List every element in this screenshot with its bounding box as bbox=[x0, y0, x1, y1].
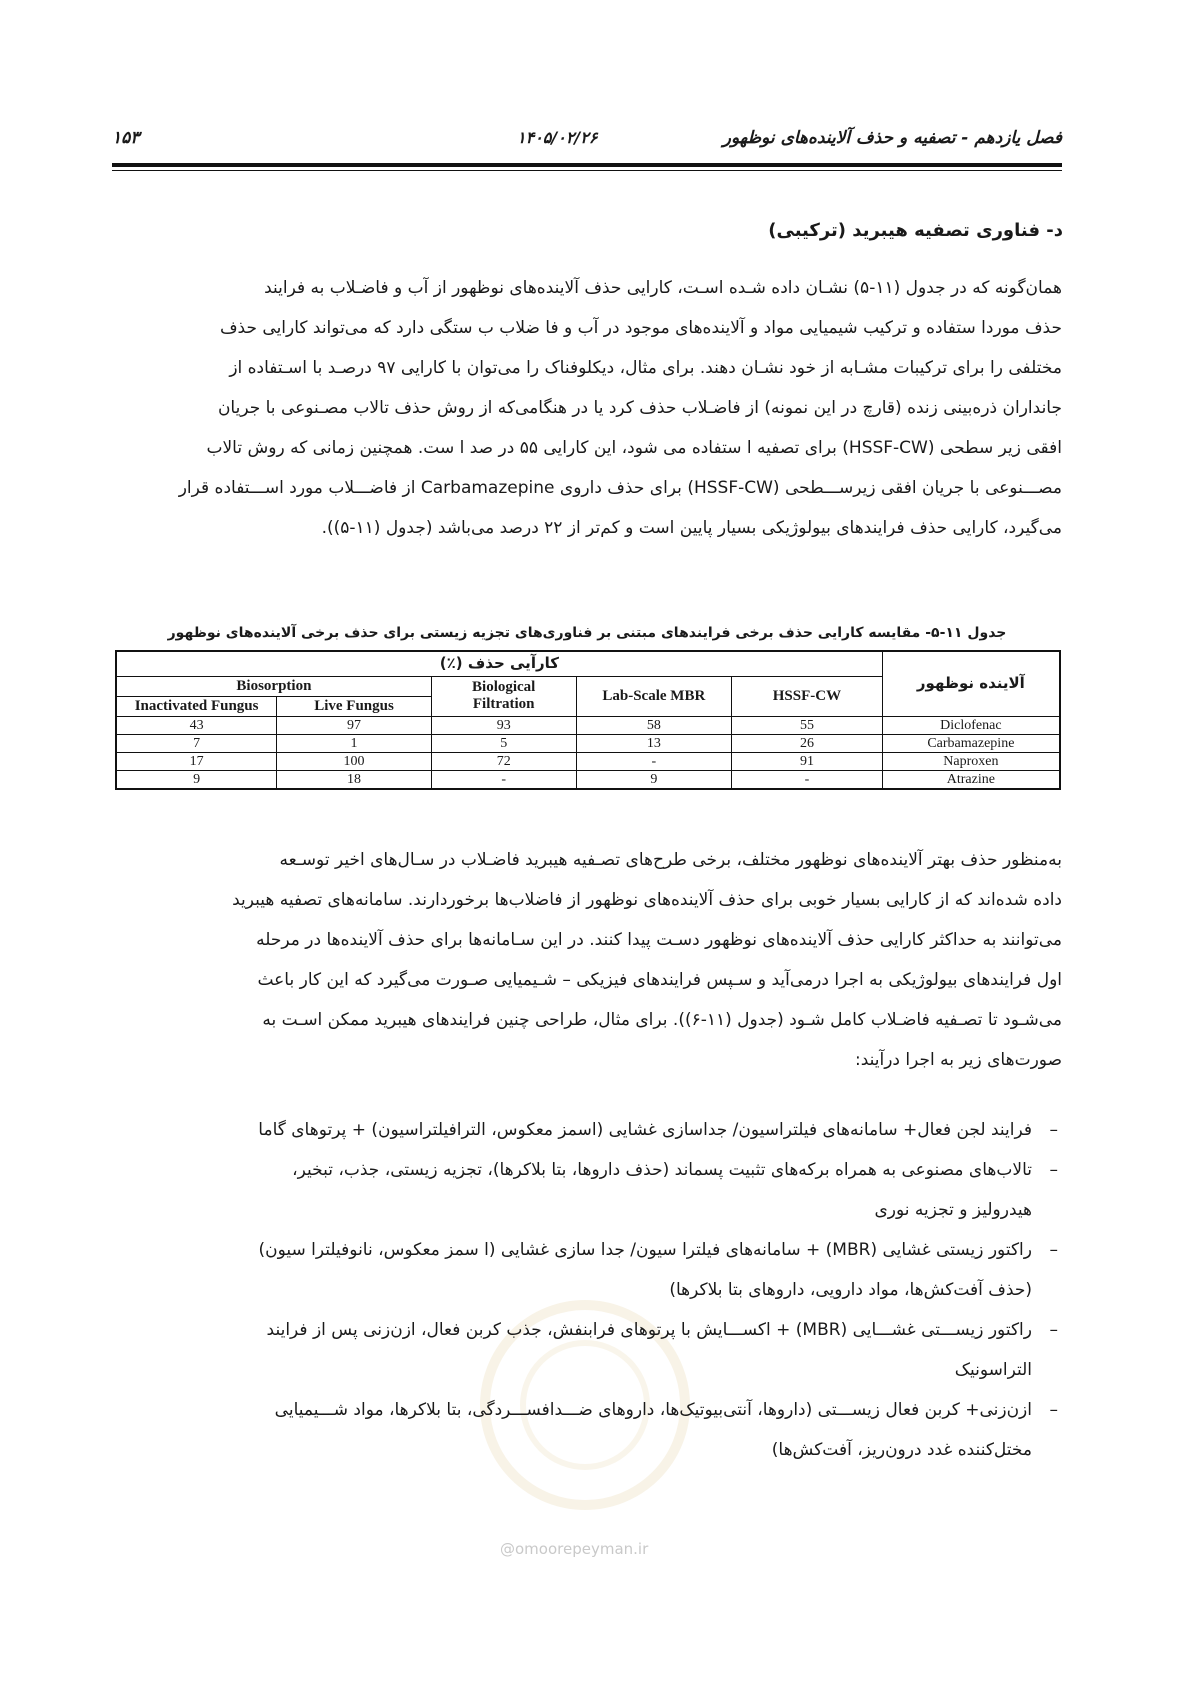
paragraph-line: به‌منظور حذف بهتر آلاینده‌های نوظهور مختلف، برخی طرح‌های تصـفیه هیبرید فاضـلاب در سـال‌های اخیر توسـعه bbox=[279, 850, 1062, 870]
list-item-line: مختل‌کننده غدد درون‌ریز، آفت‌کش‌ها) bbox=[771, 1440, 1032, 1460]
header-rule-thick bbox=[112, 163, 1062, 167]
list-item-line: التراسونیک bbox=[954, 1360, 1032, 1380]
paragraph-line: حذف موردا ستفاده و ترکیب شیمیایی مواد و آلاینده‌های موجود در آب و فا ضلاب ب ستگی دارد که می‌تواند کارایی حذف bbox=[219, 318, 1062, 338]
cell-live: 100 bbox=[277, 752, 432, 770]
mbr-header: Lab-Scale MBR bbox=[576, 676, 732, 716]
list-item-line: ازن‌زنی+ کربن فعال زیســـتی (داروها، آنتی‌بیوتیک‌ها، داروهای ضـــدافســـردگی، بتا بلاکرها، مواد شـــیمیایی bbox=[274, 1400, 1032, 1420]
cell-mbr: 58 bbox=[576, 716, 732, 734]
watermark-text: @omoorepeyman.ir bbox=[500, 1540, 649, 1558]
list-item bbox=[112, 1310, 1062, 1390]
list-item-line: راکتور زیســـتی غشـــایی (MBR) + اکســـایش با پرتوهای فرابنفش، جذب کربن فعال، ازن‌زنی پس از فرایند bbox=[266, 1320, 1032, 1340]
table-row bbox=[116, 752, 1060, 770]
live-fungus-header: Live Fungus bbox=[277, 696, 432, 716]
cell-mbr: 9 bbox=[576, 770, 732, 789]
list-dash: – bbox=[1049, 1160, 1058, 1180]
cell-pollutant: Carbamazepine bbox=[882, 734, 1060, 752]
page-header bbox=[112, 128, 1062, 158]
paragraph-line: صورت‌های زیر به اجرا درآیند: bbox=[854, 1050, 1062, 1070]
section-title: د- فناوری تصفیه هیبرید (ترکیبی) bbox=[768, 220, 1063, 241]
paragraph-line: جانداران ذره‌بینی زنده (قارچ در این نمونه) از فاضـلاب حذف کرد یا در هنگامی‌که از روش حذف تالاب مصـنوعی با جریان bbox=[217, 398, 1062, 418]
table-row bbox=[116, 734, 1060, 752]
list-dash: – bbox=[1049, 1240, 1058, 1260]
header-rule-thin bbox=[112, 170, 1062, 171]
cell-mbr: 13 bbox=[576, 734, 732, 752]
list-item-line: تالاب‌های مصنوعی به همراه برکه‌های تثبیت پسماند (حذف داروها، بتا بلاکرها)، تجزیه زیستی، جذب، تبخیر، bbox=[292, 1160, 1032, 1180]
table-row bbox=[116, 770, 1060, 789]
cell-inactivated: 7 bbox=[116, 734, 277, 752]
cell-live: 18 bbox=[277, 770, 432, 789]
list-dash: – bbox=[1049, 1320, 1058, 1340]
cell-pollutant: Naproxen bbox=[882, 752, 1060, 770]
cell-live: 97 bbox=[277, 716, 432, 734]
efficiency-header: کارآیی حذف (٪) bbox=[116, 651, 882, 676]
page-number: ۱۵۳ bbox=[112, 128, 140, 148]
table-caption: جدول ۱۱-۵- مقایسه کارایی حذف برخی فرایندهای مبتنی بر فناوری‌های تجزیه زیستی برای حذف برخی آلاینده‌های نوظهور bbox=[167, 625, 1007, 641]
paragraph-line: داده شده‌اند که از کارایی بسیار خوبی برای حذف آلاینده‌های نوظهور از فاضلاب‌ها برخوردارند. سامانه‌های تصفیه هیبرید bbox=[232, 890, 1062, 910]
cell-inactivated: 9 bbox=[116, 770, 277, 789]
list-item-line: (حذف آفت‌کش‌ها، مواد دارویی، داروهای بتا بلاکرها) bbox=[669, 1280, 1032, 1300]
list-item-line: هیدرولیز و تجزیه نوری bbox=[874, 1200, 1032, 1220]
list-item bbox=[112, 1230, 1062, 1310]
cell-pollutant: Atrazine bbox=[882, 770, 1060, 789]
cell-live: 1 bbox=[277, 734, 432, 752]
list-item bbox=[112, 1150, 1062, 1230]
cell-bio-filtration: 72 bbox=[431, 752, 576, 770]
paragraph-line: اول فرایندهای بیولوژیکی به اجرا درمی‌آید و سـپس فرایندهای فیزیکی – شـیمیایی صـورت می‌گیرد که این کار باعث bbox=[257, 970, 1062, 990]
pollutant-header: آلاینده نوظهور bbox=[882, 651, 1060, 716]
cell-pollutant: Diclofenac bbox=[882, 716, 1060, 734]
biosorption-header: Biosorption bbox=[116, 676, 431, 696]
paragraph-line: می‌توانند به حداکثر کارایی حذف آلاینده‌های نوظهور دسـت پیدا کنند. در این سـامانه‌ها برای حذف آلاینده‌ها در مرحله bbox=[256, 930, 1062, 950]
biological-filtration-header bbox=[431, 676, 576, 716]
paragraph-line: افقی زیر سطحی (HSSF-CW) برای تصفیه ا ستفاده می شود، این کارایی ۵۵ در صد ا ست. همچنین زمانی که روش تالاب bbox=[206, 438, 1062, 458]
list-item-line: راکتور زیستی غشایی (MBR) + سامانه‌های فیلترا سیون/ جدا سازی غشایی (ا سمز معکوس، نانوفیلترا سیون) bbox=[258, 1240, 1032, 1260]
paragraph-line: مصـــنوعی با جریان افقی زیرســـطحی (HSSF-CW) برای حذف داروی Carbamazepine از فاضـــلاب مورد اســـتفاده قرار bbox=[178, 478, 1062, 498]
table-row bbox=[116, 716, 1060, 734]
cell-bio-filtration: 93 bbox=[431, 716, 576, 734]
chapter-title: فصل یازدهم - تصفیه و حذف آلاینده‌های نوظهور bbox=[722, 128, 1062, 148]
header-date: ۱۴۰۵/۰۲/۲۶ bbox=[517, 128, 598, 147]
cell-hssf: 91 bbox=[732, 752, 883, 770]
inactivated-fungus-header: Inactivated Fungus bbox=[116, 696, 277, 716]
hybrid-process-list bbox=[112, 1110, 1062, 1470]
hssf-header: HSSF-CW bbox=[732, 676, 883, 716]
list-dash: – bbox=[1049, 1400, 1058, 1420]
cell-hssf: 26 bbox=[732, 734, 883, 752]
list-item bbox=[112, 1390, 1062, 1470]
removal-efficiency-table bbox=[115, 650, 1061, 790]
paragraph-line: می‌گیرد، کارایی حذف فرایندهای بیولوژیکی بسیار پایین است و کم‌تر از ۲۲ درصد می‌باشد (جدول (۱۱-۵)). bbox=[321, 518, 1062, 538]
cell-inactivated: 17 bbox=[116, 752, 277, 770]
header-line: Filtration bbox=[472, 696, 535, 712]
header-line: Biological bbox=[472, 679, 536, 695]
cell-bio-filtration: - bbox=[431, 770, 576, 789]
list-item bbox=[112, 1110, 1062, 1150]
cell-inactivated: 43 bbox=[116, 716, 277, 734]
cell-hssf: 55 bbox=[732, 716, 883, 734]
list-item-line: فرایند لجن فعال+ سامانه‌های فیلتراسیون/ جداسازی غشایی (اسمز معکوس، الترافیلتراسیون) + پرتوهای گاما bbox=[258, 1120, 1032, 1140]
paragraph-1 bbox=[112, 268, 1062, 548]
paragraph-line: می‌شـود تا تصـفیه فاضـلاب کامل شـود (جدول (۱۱-۶)). برای مثال، طراحی چنین فرایندهای هیبرید ممکن اسـت به bbox=[262, 1010, 1062, 1030]
paragraph-line: همان‌گونه که در جدول (۱۱-۵) نشـان داده شـده اسـت، کارایی حذف آلاینده‌های نوظهور از آب و فاضـلاب به فرایند bbox=[264, 278, 1062, 298]
cell-mbr: - bbox=[576, 752, 732, 770]
paragraph-line: مختلفی را برای ترکیبات مشـابه از خود نشـان دهند. برای مثال، دیکلوفناک را می‌توان با کارایی ۹۷ درصـد با اسـتفاده از bbox=[229, 358, 1062, 378]
cell-hssf: - bbox=[732, 770, 883, 789]
cell-bio-filtration: 5 bbox=[431, 734, 576, 752]
list-dash: – bbox=[1049, 1120, 1058, 1140]
paragraph-2 bbox=[112, 840, 1062, 1080]
